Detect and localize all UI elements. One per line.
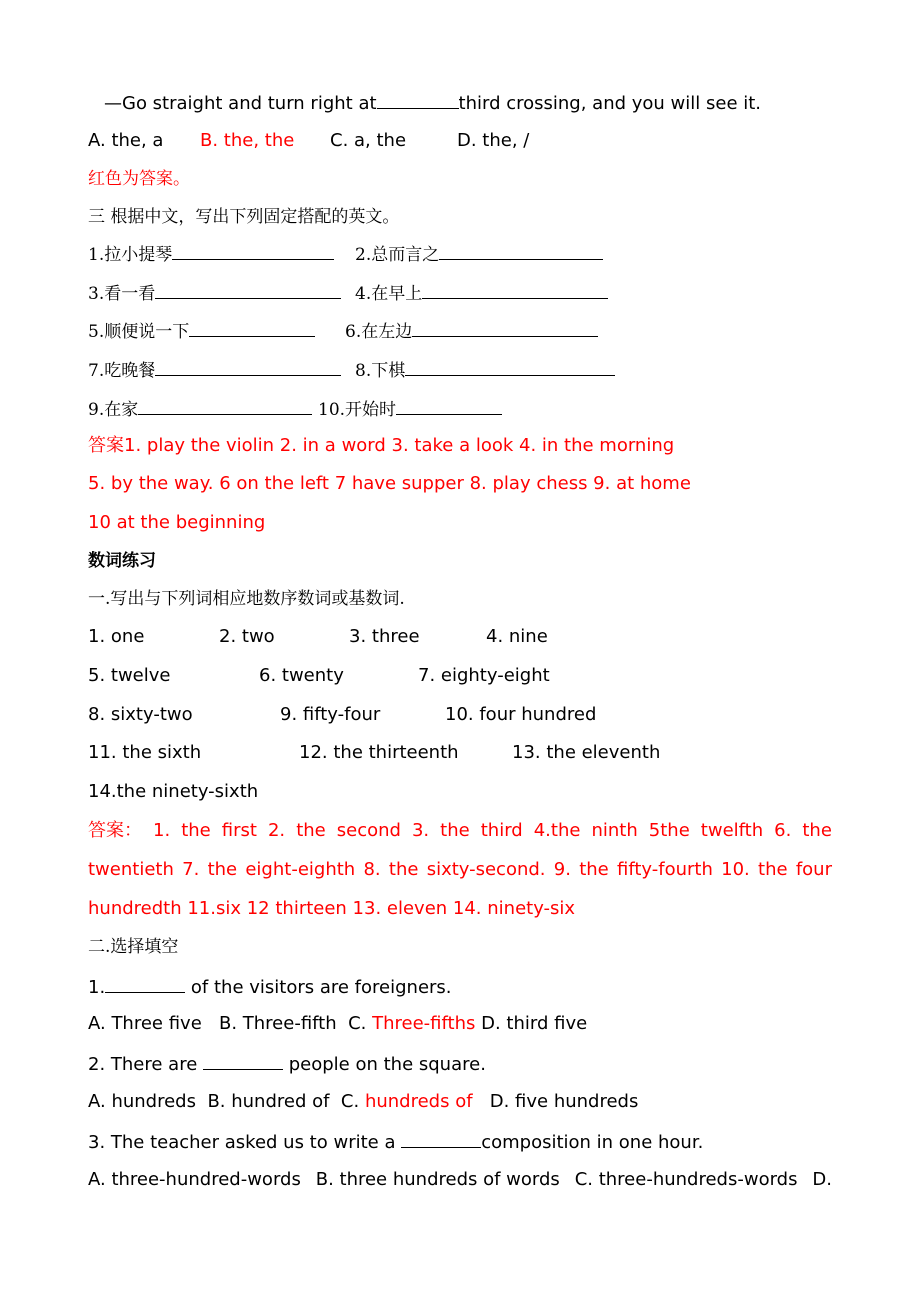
section3-answer-line-1: 答案1. play the violin 2. in a word 3. take a look 4. in the morning — [88, 435, 675, 456]
phrase-item-6: 6.在左边 — [345, 318, 598, 344]
numeral-item: 1. one — [88, 626, 145, 647]
numeral-item: 6. twenty — [259, 665, 344, 686]
question-3-stem: 3. The teacher asked us to write a composition in one hour. — [88, 1129, 703, 1155]
correct-answer: Three-fifths — [372, 1013, 476, 1034]
prev-option-a: A. the, a — [88, 130, 164, 151]
question-1-options: A. Three five B. Three-fifth C. Three-fifths D. third five — [88, 1013, 588, 1034]
phrase-item-4: 4.在早上 — [355, 280, 608, 306]
phrase-item-10: 10.开始时 — [318, 396, 502, 422]
question-2-options: A. hundreds B. hundred of C. hundreds of D. five hundreds — [88, 1091, 639, 1112]
numeral-item: 5. twelve — [88, 665, 171, 686]
prev-question-stem: —Go straight and turn right at third crossing, and you will see it. — [104, 90, 761, 116]
phrase-item-7: 7.吃晚餐 — [88, 357, 341, 383]
phrase-item-2: 2.总而言之 — [355, 241, 603, 267]
answer-blank — [401, 1129, 481, 1148]
answer-blank — [172, 241, 334, 260]
answer-blank — [377, 90, 459, 109]
prev-option-c: C. a, the — [330, 130, 407, 151]
numerals-answer-line-1: 答案： 1. the first 2. the second 3. the third 4.the ninth 5the twelfth 6. the — [88, 820, 832, 841]
answer-blank — [405, 357, 615, 376]
question-3-options: A. three-hundred-words B. three hundreds of words C. three-hundreds-words D. — [88, 1169, 832, 1190]
section3-answer-line-2: 5. by the way. 6 on the left 7 have supper 8. play chess 9. at home — [88, 473, 691, 494]
answer-blank — [138, 396, 312, 415]
numeral-item: 12. the thirteenth — [299, 742, 459, 763]
answer-blank — [105, 974, 185, 993]
question-2-stem: 2. There are people on the square. — [88, 1051, 486, 1077]
numeral-item: 7. eighty-eight — [418, 665, 550, 686]
numeral-item: 4. nine — [486, 626, 548, 647]
answer-blank — [189, 318, 315, 337]
numeral-item: 13. the eleventh — [512, 742, 661, 763]
numerals-answer-line-2: twentieth 7. the eight-eighth 8. the sixty-second. 9. the fifty-fourth 10. the four — [88, 859, 832, 880]
phrase-item-1: 1.拉小提琴 — [88, 241, 334, 267]
numeral-item: 11. the sixth — [88, 742, 202, 763]
numeral-item: 8. sixty-two — [88, 704, 193, 725]
numerals-answer-line-3: hundredth 11.six 12 thirteen 13. eleven 14. ninety-six — [88, 898, 576, 919]
phrase-item-5: 5.顺便说一下 — [88, 318, 315, 344]
numerals-part1-title: 一.写出与下列词相应地数序数词或基数词. — [88, 589, 405, 609]
prev-option-d: D. the, / — [457, 130, 530, 151]
numeral-item: 10. four hundred — [445, 704, 597, 725]
section3-answer-line-3: 10 at the beginning — [88, 512, 266, 533]
numeral-item: 9. fifty-four — [280, 704, 381, 725]
answer-blank — [412, 318, 598, 337]
numeral-item: 2. two — [219, 626, 275, 647]
answer-blank — [422, 280, 608, 299]
correct-answer: hundreds of — [364, 1091, 473, 1112]
answer-blank — [396, 396, 502, 415]
answer-note: 红色为答案。 — [88, 169, 190, 189]
answer-blank — [439, 241, 603, 260]
phrase-item-3: 3.看一看 — [88, 280, 341, 306]
part2-title: 二.选择填空 — [88, 937, 179, 957]
phrase-item-9: 9.在家 — [88, 396, 312, 422]
phrase-item-8: 8.下棋 — [355, 357, 615, 383]
section3-title: 三 根据中文，写出下列固定搭配的英文。 — [88, 207, 400, 227]
question-1-stem: 1. of the visitors are foreigners. — [88, 974, 452, 1000]
answer-blank — [203, 1051, 283, 1070]
answer-blank — [155, 280, 341, 299]
answer-blank — [155, 357, 341, 376]
numeral-item: 3. three — [349, 626, 420, 647]
numeral-item: 14.the ninety-sixth — [88, 781, 259, 802]
prev-option-b-answer: B. the, the — [200, 130, 295, 151]
numerals-title: 数词练习 — [88, 551, 156, 571]
